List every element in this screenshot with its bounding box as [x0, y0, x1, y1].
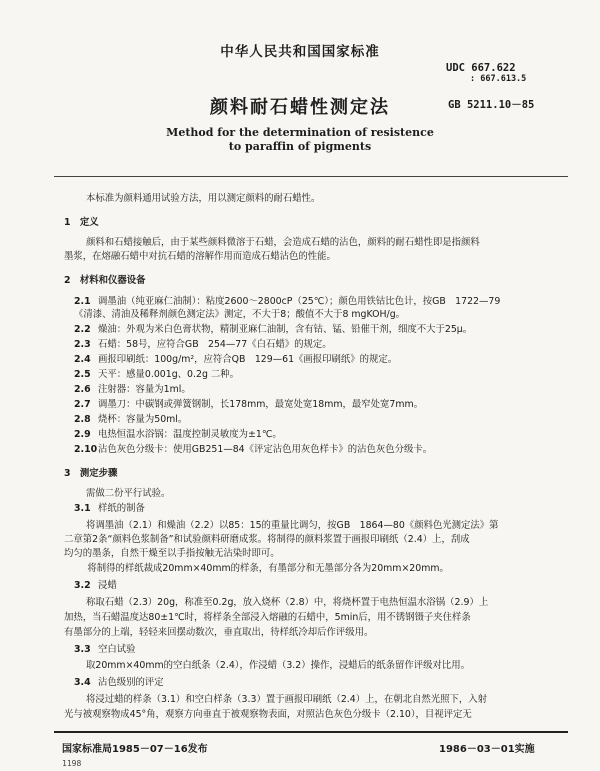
issuing-country: 中华人民共和国国家标准	[220, 44, 380, 60]
item-3-2-heading	[74, 580, 117, 592]
item-text: 调墨油（纯亚麻仁油制）：粘度2600～2800cP（25℃）；颜色用铁钴比色计，按GB 1722—79	[98, 296, 501, 307]
item-number: 2.6	[74, 384, 91, 395]
item-title: 沾色级别的评定	[98, 677, 164, 688]
item-number: 2.2	[74, 324, 91, 335]
item-title: 浸蜡	[98, 580, 117, 591]
item-number: 3.1	[74, 503, 91, 514]
english-title-line1: Method for the determination of resistence	[166, 126, 434, 139]
document-title: 颜料耐石蜡性测定法	[210, 97, 390, 118]
item-3-2-line: 称取石蜡（2.3）20g，称准至0.2g，放入烧杯（2.8）中，将烧杯置于电热恒温水浴锅（2.9）上	[86, 597, 489, 608]
standard-number: GB 5211.10－85	[448, 99, 535, 111]
item-3-1-heading	[74, 503, 145, 515]
item-number: 2.10	[74, 444, 98, 455]
item-2-1-continued: 《清漆、清油及稀释剂颜色测定法》测定，不大于8；酸值不大于8 mgKOH/g。	[74, 309, 406, 320]
section-3-heading: 3 测定步骤	[64, 468, 118, 479]
item-text: 画报印刷纸：100g/m²，应符合QB 129—61《画报印刷纸》的规定。	[98, 354, 398, 365]
item-number: 3.2	[74, 580, 91, 591]
item-number: 2.3	[74, 339, 91, 350]
item-2-1	[74, 296, 500, 308]
item-title: 样纸的制备	[98, 503, 145, 514]
item-text: 沾色灰色分级卡：使用GB251—84《评定沾色用灰色样卡》的沾色灰色分级卡。	[98, 444, 433, 455]
item-2-6	[74, 384, 191, 396]
item-2-4	[74, 354, 397, 366]
item-3-1-line: 均匀的墨条，自然干燥至以手指按触无沾染时即可。	[64, 548, 280, 559]
effective-date: 1986－03－01实施	[439, 744, 535, 755]
item-2-5	[74, 369, 239, 381]
item-text: 调墨刀：中碳钢或弹簧钢制，长178mm，最宽处宽18mm，最窄处宽7mm。	[98, 399, 423, 410]
item-2-8	[74, 414, 187, 426]
item-number: 2.4	[74, 354, 91, 365]
item-3-4-line: 光与被观察物成45°角，观察方向垂直于被观察物表面，对照沾色灰色分级卡（2.10），目视评定无	[64, 709, 472, 720]
item-3-4-heading	[74, 677, 164, 689]
footer-divider	[54, 731, 568, 733]
item-title: 空白试验	[98, 644, 136, 655]
item-text: 天平：感量0.001g、0.2g 二种。	[98, 369, 240, 380]
udc-code-line1: UDC 667.622	[446, 62, 516, 74]
item-3-3-heading	[74, 644, 136, 656]
item-text: 注射器：容量为1ml。	[98, 384, 191, 395]
item-number: 3.3	[74, 644, 91, 655]
intro-paragraph: 本标准为颜料通用试验方法，用以测定颜料的耐石蜡性。	[86, 193, 321, 204]
udc-code-line2: : 667.613.5	[470, 74, 527, 84]
item-text: 电热恒温水浴锅：温度控制灵敏度为±1℃。	[98, 429, 282, 440]
page-number: 1198	[62, 759, 82, 768]
item-number: 2.7	[74, 399, 91, 410]
header-divider	[54, 176, 568, 177]
item-text: 烧杯：容量为50ml。	[98, 414, 188, 425]
item-number: 2.1	[74, 296, 91, 307]
item-3-2-line: 有墨部分的上端，轻轻来回摆动数次，垂直取出，待样纸冷却后作评级用。	[64, 627, 374, 638]
item-2-9	[74, 429, 282, 441]
item-3-3-line: 取20mm×40mm的空白纸条（2.4），作浸蜡（3.2）操作，浸蜡后的纸条留作评级对比用。	[86, 660, 470, 671]
item-text: 燥油：外观为米白色膏状物，精制亚麻仁油制，含有钴、锰、铅催干剂，细度不大于25μ。	[98, 324, 473, 335]
issue-date: 国家标准局1985－07－16发布	[62, 744, 208, 755]
section-1-heading: 1 定义	[64, 217, 99, 228]
item-3-1-line: 将制得的样纸裁成20mm×40mm的样条，有墨部分和无墨部分各为20mm×20mm。	[78, 563, 449, 574]
item-3-4-line: 将浸过蜡的样条（3.1）和空白样条（3.3）置于画报印刷纸（2.4）上，在朝北自然光照下，入射	[86, 694, 487, 705]
item-2-10	[74, 444, 432, 456]
section-1-line: 颜料和石蜡接触后，由于某些颜料微溶于石蜡，会造成石蜡的沾色，颜料的耐石蜡性即是指颜料	[86, 237, 480, 248]
item-number: 2.5	[74, 369, 91, 380]
section-2-heading: 2 材料和仪器设备	[64, 275, 146, 286]
item-3-1-line: 将调墨油（2.1）和燥油（2.2）以85：15的重量比调匀，按GB 1864—80《颜料色光测定法》第	[86, 520, 499, 531]
item-number: 3.4	[74, 677, 91, 688]
item-text: 石蜡：58号，应符合GB 254—77《白石蜡》的规定。	[98, 339, 332, 350]
section-1-line: 墨浆，在熔融石蜡中对抗石蜡的溶解作用而造成石蜡沾色的性能。	[64, 251, 336, 262]
english-title-line2: to paraffin of pigments	[228, 140, 372, 153]
item-2-7	[74, 399, 423, 411]
item-2-2	[74, 324, 472, 336]
item-3-1-line: 二章第2条“颜料色浆制备”和试验颜料研磨成浆。将制得的颜料浆置于画报印刷纸（2.4）上，刮成	[64, 534, 470, 545]
item-3-2-line: 加热，当石蜡温度达80±1℃时，将样条全部浸入熔融的石蜡中，5min后，用不锈钢镊子夹住样条	[64, 612, 471, 623]
section-3-preamble: 需做二份平行试验。	[86, 488, 171, 499]
item-number: 2.9	[74, 429, 91, 440]
item-number: 2.8	[74, 414, 91, 425]
item-2-3	[74, 339, 332, 351]
